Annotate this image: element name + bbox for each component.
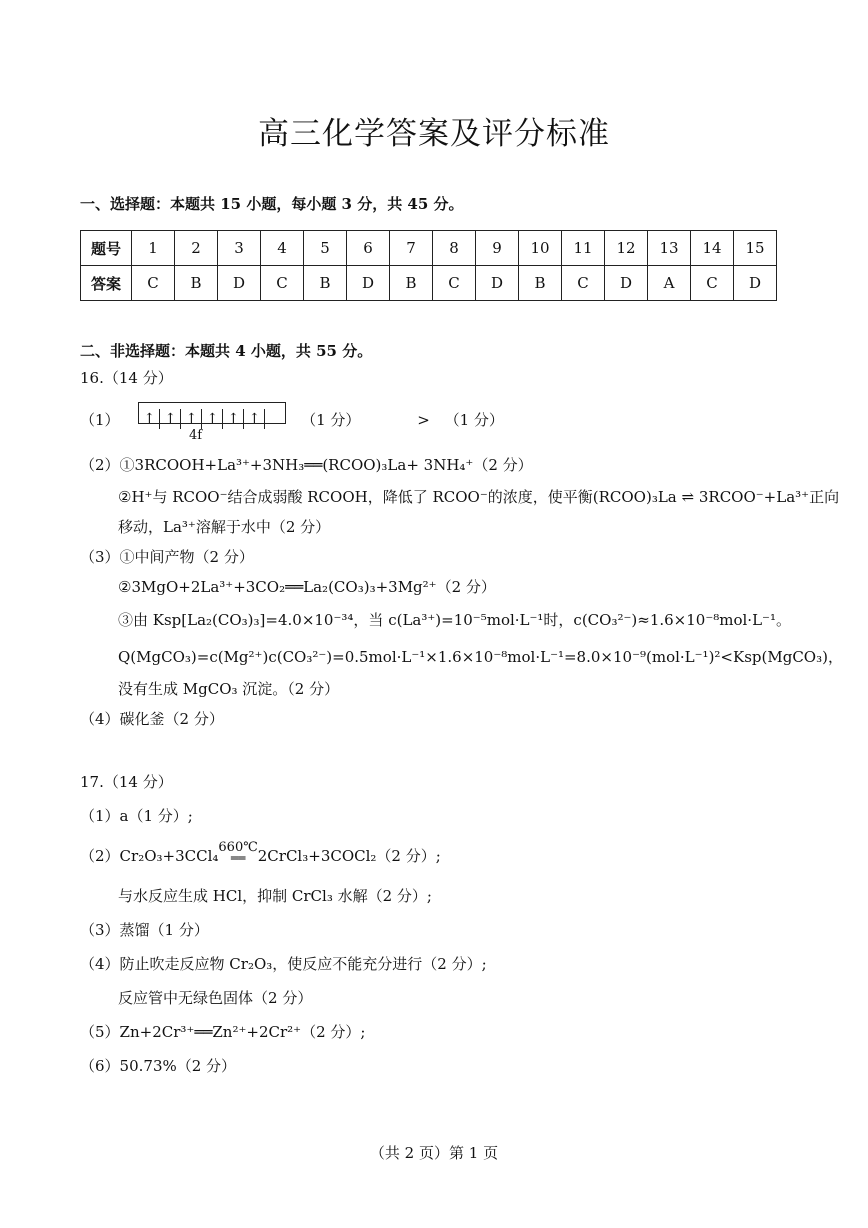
page-title: 高三化学答案及评分标准 [258, 116, 610, 152]
q17-part4b: 反应管中无绿色固体（2 分） [118, 989, 313, 1007]
q16-part3-3: ③由 Ksp[La₂(CO₃)₃]=4.0×10⁻³⁴，当 c(La³⁺)=10⁻⁵mol·L⁻¹时，c(CO₃²⁻)≈1.6×10⁻⁸mol·L⁻¹。 [118, 611, 791, 629]
question-number-cell: 13 [648, 231, 691, 266]
q16-part2-2b: 移动，La³⁺溶解于水中（2 分） [118, 518, 331, 536]
question-number-cell: 10 [519, 231, 562, 266]
section-1-heading: 一、选择题：本题共 15 小题，每小题 3 分，共 45 分。 [80, 195, 464, 213]
table-row-answers [81, 266, 777, 301]
question-number-cell: 1 [132, 231, 175, 266]
q16-heading: 16.（14 分） [80, 369, 173, 387]
section-2-heading: 二、非选择题：本题共 4 小题，共 55 分。 [80, 342, 373, 360]
q17-part2 [80, 839, 441, 868]
answer-cell: D [218, 266, 261, 301]
answer-cell: B [304, 266, 347, 301]
answer-cell: C [433, 266, 476, 301]
page-footer: （共 2 页）第 1 页 [369, 1144, 499, 1162]
q16-part2-2a: ②H⁺与 RCOO⁻结合成弱酸 RCOOH，降低了 RCOO⁻的浓度，使平衡(RCOO)₃La ⇌ 3RCOO⁻+La³⁺正向 [118, 488, 840, 506]
answer-cell: D [347, 266, 390, 301]
answer-cell: C [261, 266, 304, 301]
answer-cell: D [476, 266, 519, 301]
question-number-cell: 14 [691, 231, 734, 266]
answer-table [80, 230, 777, 301]
q16-part4: （4）碳化釜（2 分） [80, 710, 224, 728]
q16-part3-5: 没有生成 MgCO₃ 沉淀。（2 分） [118, 680, 340, 698]
q17-part2-left: （2）Cr₂O₃+3CCl₄ [80, 847, 219, 865]
table-header-cell: 题号 [81, 231, 132, 266]
q16-part1 [80, 410, 504, 432]
q16-part2-1: （2）①3RCOOH+La³⁺+3NH₃══(RCOO)₃La+ 3NH₄⁺（2 分） [80, 456, 533, 474]
reaction-condition: 660℃ ══ [218, 839, 258, 865]
orbital-label: 4f [189, 428, 203, 443]
q16-part1-score2: （1 分） [444, 411, 504, 429]
question-number-cell: 6 [347, 231, 390, 266]
q16-part3-4: Q(MgCO₃)=c(Mg²⁺)c(CO₃²⁻)=0.5mol·L⁻¹×1.6×10⁻⁸mol·L⁻¹=8.0×10⁻⁹(mol·L⁻¹)²<Ksp(MgCO₃)， [118, 648, 843, 666]
answer-cell: C [691, 266, 734, 301]
table-header-cell: 答案 [81, 266, 132, 301]
question-number-cell: 4 [261, 231, 304, 266]
orbital-diagram: ↑ ↑ ↑ ↑ ↑ ↑ [138, 402, 286, 424]
q17-part4: （4）防止吹走反应物 Cr₂O₃，使反应不能充分进行（2 分）; [80, 955, 487, 973]
question-number-cell: 2 [175, 231, 218, 266]
question-number-cell: 8 [433, 231, 476, 266]
answer-cell: B [390, 266, 433, 301]
q17-part2b: 与水反应生成 HCl，抑制 CrCl₃ 水解（2 分）; [118, 887, 432, 905]
q16-part3-1: （3）①中间产物（2 分） [80, 548, 254, 566]
answer-cell: B [175, 266, 218, 301]
answer-cell: C [132, 266, 175, 301]
q16-part1-gt: > [417, 411, 430, 429]
q17-part6: （6）50.73%（2 分） [80, 1057, 237, 1075]
q17-part1: （1）a（1 分）; [80, 807, 193, 825]
q17-heading: 17.（14 分） [80, 773, 173, 791]
answer-cell: B [519, 266, 562, 301]
table-row-numbers [81, 231, 777, 266]
question-number-cell: 5 [304, 231, 347, 266]
question-number-cell: 7 [390, 231, 433, 266]
answer-cell: D [734, 266, 777, 301]
question-number-cell: 3 [218, 231, 261, 266]
q16-part3-2: ②3MgO+2La³⁺+3CO₂══La₂(CO₃)₃+3Mg²⁺（2 分） [118, 578, 496, 596]
question-number-cell: 15 [734, 231, 777, 266]
question-number-cell: 9 [476, 231, 519, 266]
q17-part3: （3）蒸馏（1 分） [80, 921, 209, 939]
q17-part5: （5）Zn+2Cr³⁺══Zn²⁺+2Cr²⁺（2 分）; [80, 1023, 366, 1041]
question-number-cell: 12 [605, 231, 648, 266]
q16-part1-score1: （1 分） [301, 411, 361, 429]
question-number-cell: 11 [562, 231, 605, 266]
answer-cell: D [605, 266, 648, 301]
q16-part1-num: （1） [80, 411, 120, 429]
answer-cell: C [562, 266, 605, 301]
q17-part2-right: 2CrCl₃+3COCl₂（2 分）; [257, 847, 441, 865]
answer-cell: A [648, 266, 691, 301]
